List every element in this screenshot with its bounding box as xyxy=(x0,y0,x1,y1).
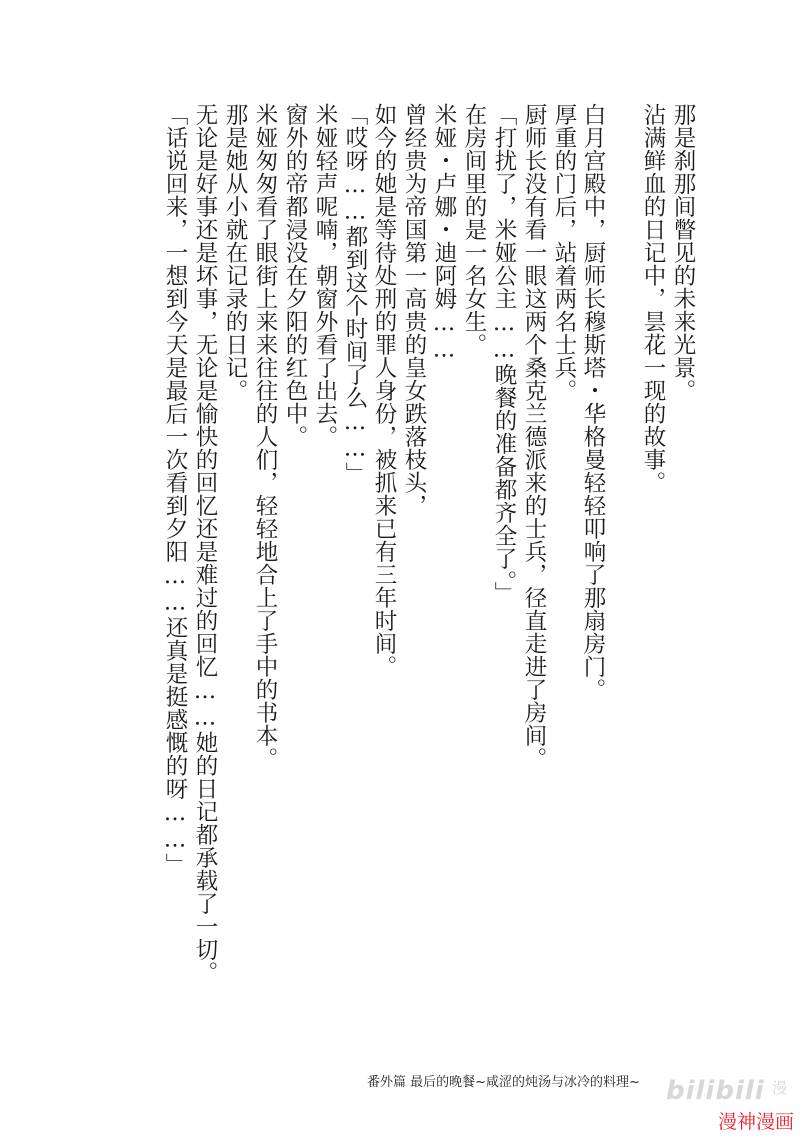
text-column-9: 米娅・卢娜・迪阿姆…… xyxy=(431,103,457,363)
watermark-text: 漫神漫画 xyxy=(717,1111,794,1133)
bilibili-logo-icon: bilibili xyxy=(666,1076,765,1106)
text-column-11: 如今的她是等待处刑的罪人身份，被抓来已有三年时间。 xyxy=(371,103,397,678)
text-column-13: 米娅轻声呢喃，朝窗外看了出去。 xyxy=(312,103,338,448)
text-column-18: 「话说回来，一想到今天是最后一次看到夕阳……还真是挺感慨的呀……」 xyxy=(162,103,188,876)
text-column-7: 「打扰了，米娅公主……晚餐的准备都齐全了。」 xyxy=(491,103,517,605)
text-column-15: 米娅匆匆看了眼街上来来往往的人们，轻轻地合上了手中的书本。 xyxy=(252,103,278,770)
text-column-2: 沾满鲜血的日记中，昙花一现的故事。 xyxy=(640,103,666,494)
watermark-logo-sub: 漫 xyxy=(770,1080,788,1095)
text-column-6: 厨师长没有看一眼这两个桑克兰德派来的士兵，径直走进了房间。 xyxy=(521,103,547,770)
watermark xyxy=(666,1076,794,1134)
text-column-5: 厚重的门后，站着两名士兵。 xyxy=(551,103,577,402)
text-column-4: 白月宫殿中，厨师长穆斯塔・华格曼轻轻叩响了那扇房门。 xyxy=(580,103,606,701)
text-column-1: 那是刹那间瞥见的未来光景。 xyxy=(670,103,696,402)
text-column-12: 「哎呀……都到这个时间了么……」 xyxy=(342,103,368,485)
text-column-17: 无论是好事还是坏事，无论是愉快的回忆还是难过的回忆……她的日记都承载了一切。 xyxy=(192,103,218,984)
text-column-16: 那是她从小就在记录的日记。 xyxy=(222,103,248,402)
text-column-14: 窗外的帝都浸没在夕阳的红色中。 xyxy=(282,103,308,448)
text-column-8: 在房间里的是一名女生。 xyxy=(461,103,487,356)
text-column-10: 曾经贵为帝国第一高贵的皇女跌落枝头， xyxy=(401,103,427,517)
chapter-caption: 番外篇 最后的晚餐~咸涩的炖汤与冰冷的料理~ xyxy=(367,1075,640,1090)
